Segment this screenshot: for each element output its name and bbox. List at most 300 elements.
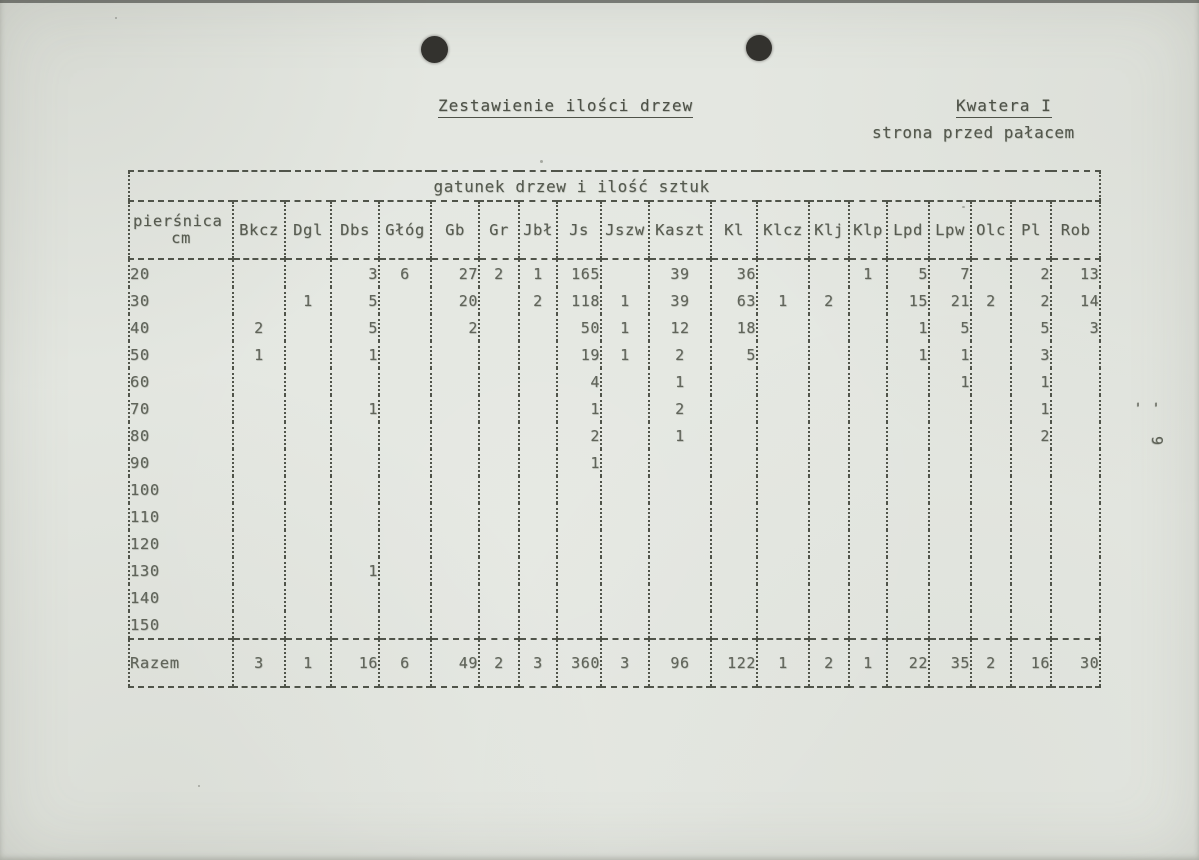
- table-cell: [809, 611, 849, 639]
- table-cell: [971, 314, 1011, 341]
- table-cell: [285, 611, 331, 639]
- table-cell: [757, 259, 809, 287]
- table-cell: [519, 530, 557, 557]
- table-cell: 118: [557, 287, 601, 314]
- table-cell: [887, 557, 929, 584]
- table-cell: [557, 611, 601, 639]
- table-cell: 2: [1011, 287, 1051, 314]
- table-cell: [809, 395, 849, 422]
- table-row: [129, 503, 1100, 530]
- table-cell: [331, 530, 379, 557]
- table-cell: [929, 530, 971, 557]
- table-cell: [601, 530, 649, 557]
- table-cell: [331, 368, 379, 395]
- total-row: [129, 639, 1100, 687]
- column-header: Olc: [971, 201, 1011, 259]
- table-cell: 1: [601, 314, 649, 341]
- table-cell: 5: [929, 314, 971, 341]
- table-row: [129, 584, 1100, 611]
- table-cell: [809, 449, 849, 476]
- table-caption: gatunek drzew i ilość sztuk: [129, 171, 1100, 201]
- row-header-diameter: pierśnica cm: [129, 201, 233, 259]
- table-cell: [971, 530, 1011, 557]
- table-cell: 1: [601, 287, 649, 314]
- table-cell: [479, 503, 519, 530]
- table-row: [129, 476, 1100, 503]
- table-cell: 1: [601, 341, 649, 368]
- table-cell: [887, 395, 929, 422]
- column-header: Klp: [849, 201, 887, 259]
- table-cell: [809, 341, 849, 368]
- table-cell: 16: [1011, 639, 1051, 687]
- column-header: Kaszt: [649, 201, 711, 259]
- table-cell: [1011, 503, 1051, 530]
- table-cell: [1011, 449, 1051, 476]
- table-cell: [649, 449, 711, 476]
- table-cell: [649, 557, 711, 584]
- table-cell: [757, 530, 809, 557]
- table-cell: [849, 314, 887, 341]
- table-cell: [601, 449, 649, 476]
- table-cell: [757, 341, 809, 368]
- table-cell: [711, 584, 757, 611]
- table-cell: [331, 476, 379, 503]
- table-cell: [711, 422, 757, 449]
- table-cell: [379, 368, 431, 395]
- table-cell: [929, 557, 971, 584]
- table-cell: [379, 314, 431, 341]
- table-cell: [519, 557, 557, 584]
- table-cell: 39: [649, 287, 711, 314]
- table-cell: [601, 422, 649, 449]
- row-label: 80: [130, 426, 150, 445]
- column-header: Lpd: [887, 201, 929, 259]
- table-cell: [233, 395, 285, 422]
- table-cell: 1: [849, 259, 887, 287]
- table-cell: [809, 422, 849, 449]
- column-header: Dbs: [331, 201, 379, 259]
- table-cell: [479, 395, 519, 422]
- table-row: [129, 395, 1100, 422]
- table-cell: [887, 584, 929, 611]
- table-cell: [379, 611, 431, 639]
- table-row: [129, 449, 1100, 476]
- table-cell: [479, 422, 519, 449]
- table-cell: [809, 557, 849, 584]
- table-cell: 5: [1011, 314, 1051, 341]
- table-cell: [601, 476, 649, 503]
- table-cell: [757, 611, 809, 639]
- table-cell: 5: [331, 314, 379, 341]
- table-cell: [649, 476, 711, 503]
- paper-speck: [198, 785, 200, 787]
- column-header: Gr: [479, 201, 519, 259]
- table-cell: [1051, 449, 1100, 476]
- table-cell: 2: [479, 639, 519, 687]
- table-cell: [1011, 476, 1051, 503]
- table-cell: [971, 259, 1011, 287]
- table-cell: 1: [285, 639, 331, 687]
- table-row: [129, 341, 1100, 368]
- table-cell: [1051, 395, 1100, 422]
- table-cell: [331, 449, 379, 476]
- table-cell: 21: [929, 287, 971, 314]
- table-cell: [519, 341, 557, 368]
- table-row: [129, 259, 1100, 287]
- table-cell: [479, 314, 519, 341]
- table-cell: [809, 584, 849, 611]
- table-cell: 22: [887, 639, 929, 687]
- table-cell: [233, 368, 285, 395]
- table-cell: 2: [557, 422, 601, 449]
- table-cell: [711, 476, 757, 503]
- table-cell: [1051, 368, 1100, 395]
- table-cell: 2: [649, 395, 711, 422]
- table-cell: [849, 341, 887, 368]
- table-row: [129, 368, 1100, 395]
- table-cell: [971, 395, 1011, 422]
- table-cell: [519, 503, 557, 530]
- table-cell: [711, 557, 757, 584]
- table-cell: [601, 611, 649, 639]
- row-label: 20: [130, 264, 150, 283]
- table-cell: 3: [601, 639, 649, 687]
- table-cell: [479, 557, 519, 584]
- table-cell: [431, 530, 479, 557]
- table-cell: [285, 341, 331, 368]
- column-header: Js: [557, 201, 601, 259]
- table-cell: [971, 449, 1011, 476]
- table-cell: 36: [711, 259, 757, 287]
- table-cell: [849, 422, 887, 449]
- table-cell: 96: [649, 639, 711, 687]
- table-cell: [929, 395, 971, 422]
- paper-speck: [962, 206, 965, 208]
- table-cell: [431, 476, 479, 503]
- table-cell: [929, 449, 971, 476]
- table-cell: [809, 476, 849, 503]
- table-cell: [849, 557, 887, 584]
- table-cell: [479, 341, 519, 368]
- table-cell: 19: [557, 341, 601, 368]
- table-cell: 1: [331, 341, 379, 368]
- table-cell: [849, 503, 887, 530]
- table-cell: [887, 476, 929, 503]
- table-cell: [757, 503, 809, 530]
- table-cell: 2: [971, 287, 1011, 314]
- table-cell: 1: [849, 639, 887, 687]
- table-cell: [887, 368, 929, 395]
- column-header: Klcz: [757, 201, 809, 259]
- table-cell: [285, 476, 331, 503]
- table-cell: [233, 584, 285, 611]
- table-cell: [431, 422, 479, 449]
- table-cell: 1: [557, 395, 601, 422]
- table-cell: [971, 584, 1011, 611]
- table-cell: [431, 557, 479, 584]
- row-label: 130: [130, 561, 160, 580]
- table-cell: [233, 422, 285, 449]
- table-cell: [649, 584, 711, 611]
- table-cell: 3: [519, 639, 557, 687]
- table-cell: [711, 611, 757, 639]
- column-header: Jszw: [601, 201, 649, 259]
- table-cell: 1: [929, 341, 971, 368]
- table-cell: 30: [1051, 639, 1100, 687]
- paper-speck: [115, 17, 117, 19]
- table-cell: 2: [1011, 259, 1051, 287]
- table-cell: [711, 395, 757, 422]
- table-cell: [1051, 530, 1100, 557]
- table-cell: 2: [809, 287, 849, 314]
- table-cell: [887, 611, 929, 639]
- table-cell: 2: [809, 639, 849, 687]
- table-cell: [757, 557, 809, 584]
- table-cell: [479, 584, 519, 611]
- table-cell: [887, 449, 929, 476]
- table-cell: [519, 314, 557, 341]
- table-row: [129, 557, 1100, 584]
- column-header: Głóg: [379, 201, 431, 259]
- table-cell: 1: [1011, 395, 1051, 422]
- table-cell: [971, 557, 1011, 584]
- column-header: Lpw: [929, 201, 971, 259]
- table-cell: [519, 611, 557, 639]
- table-cell: [809, 368, 849, 395]
- table-row: [129, 287, 1100, 314]
- table-cell: [757, 449, 809, 476]
- table-cell: [1051, 476, 1100, 503]
- table-cell: [601, 368, 649, 395]
- table-cell: 7: [929, 259, 971, 287]
- table-cell: 5: [887, 259, 929, 287]
- row-label: 40: [130, 318, 150, 337]
- table-cell: 1: [929, 368, 971, 395]
- table-cell: 1: [757, 639, 809, 687]
- table-cell: [431, 341, 479, 368]
- table-cell: [971, 422, 1011, 449]
- table-cell: 122: [711, 639, 757, 687]
- table-cell: 3: [1051, 314, 1100, 341]
- table-cell: 27: [431, 259, 479, 287]
- table-cell: [757, 422, 809, 449]
- table-cell: 2: [649, 341, 711, 368]
- table-cell: [929, 584, 971, 611]
- page-number-vertical: - 9 -: [1130, 400, 1166, 455]
- table-cell: [233, 557, 285, 584]
- table-cell: 6: [379, 639, 431, 687]
- table-cell: [431, 368, 479, 395]
- table-cell: [379, 341, 431, 368]
- table-cell: [479, 368, 519, 395]
- table-cell: [809, 530, 849, 557]
- table-cell: [285, 584, 331, 611]
- column-header: Dgl: [285, 201, 331, 259]
- table-row: [129, 530, 1100, 557]
- table-cell: 3: [233, 639, 285, 687]
- table-cell: [887, 530, 929, 557]
- table-cell: [1051, 503, 1100, 530]
- table-cell: 12: [649, 314, 711, 341]
- table-cell: [1011, 611, 1051, 639]
- table-cell: 1: [331, 395, 379, 422]
- table-cell: [379, 395, 431, 422]
- table-cell: [601, 259, 649, 287]
- table-cell: 1: [519, 259, 557, 287]
- table-cell: [379, 476, 431, 503]
- punch-hole-right: [746, 35, 772, 61]
- table-cell: [557, 584, 601, 611]
- paper-speck: [540, 160, 543, 163]
- table-cell: [519, 395, 557, 422]
- row-label: 100: [130, 480, 160, 499]
- table-cell: 2: [479, 259, 519, 287]
- table-cell: 2: [431, 314, 479, 341]
- table-cell: [1051, 422, 1100, 449]
- table-cell: 14: [1051, 287, 1100, 314]
- table-cell: [331, 611, 379, 639]
- table-cell: [849, 611, 887, 639]
- table-cell: [479, 476, 519, 503]
- table-cell: [757, 476, 809, 503]
- table-cell: [519, 422, 557, 449]
- table-cell: [479, 287, 519, 314]
- table-row: [129, 314, 1100, 341]
- table-cell: [431, 449, 479, 476]
- table-cell: [285, 503, 331, 530]
- table-cell: 2: [971, 639, 1011, 687]
- table-cell: [711, 530, 757, 557]
- table-cell: 1: [233, 341, 285, 368]
- table-cell: [809, 314, 849, 341]
- table-cell: [1051, 584, 1100, 611]
- table-cell: [757, 368, 809, 395]
- tree-count-table: [128, 170, 1101, 688]
- table-cell: [479, 449, 519, 476]
- table-cell: 63: [711, 287, 757, 314]
- row-label: 120: [130, 534, 160, 553]
- row-label: 60: [130, 372, 150, 391]
- table-cell: 18: [711, 314, 757, 341]
- table-cell: [331, 584, 379, 611]
- document-title: Zestawienie ilości drzew: [438, 96, 693, 118]
- table-cell: [1051, 557, 1100, 584]
- section-subtitle: strona przed pałacem: [872, 123, 1075, 142]
- row-label: 150: [130, 615, 160, 634]
- table-cell: [285, 557, 331, 584]
- table-cell: 1: [331, 557, 379, 584]
- table-cell: [479, 611, 519, 639]
- table-cell: [285, 449, 331, 476]
- table-cell: 3: [331, 259, 379, 287]
- table-cell: [849, 530, 887, 557]
- table-cell: [849, 449, 887, 476]
- table-cell: [649, 530, 711, 557]
- table-cell: 5: [711, 341, 757, 368]
- table-cell: [711, 368, 757, 395]
- table-cell: [431, 584, 479, 611]
- table-cell: [431, 611, 479, 639]
- table-cell: [331, 422, 379, 449]
- table-cell: [233, 503, 285, 530]
- row-label: 90: [130, 453, 150, 472]
- column-header: Kl: [711, 201, 757, 259]
- table-cell: 1: [649, 422, 711, 449]
- table-cell: [849, 368, 887, 395]
- column-header: Rob: [1051, 201, 1100, 259]
- table-cell: [431, 395, 479, 422]
- table-cell: [1051, 611, 1100, 639]
- table-cell: [331, 503, 379, 530]
- table-cell: [601, 503, 649, 530]
- table-cell: [929, 422, 971, 449]
- table-cell: 6: [379, 259, 431, 287]
- table-cell: 1: [887, 341, 929, 368]
- table-cell: [285, 395, 331, 422]
- table-cell: [557, 557, 601, 584]
- table-cell: [519, 584, 557, 611]
- table-cell: [233, 259, 285, 287]
- table-cell: [929, 503, 971, 530]
- table-cell: [519, 476, 557, 503]
- table-cell: [233, 611, 285, 639]
- punch-hole-left: [421, 36, 448, 63]
- table-cell: [601, 557, 649, 584]
- table-cell: [519, 449, 557, 476]
- table-cell: [1011, 530, 1051, 557]
- table-cell: [649, 611, 711, 639]
- table-cell: [233, 476, 285, 503]
- table-cell: [849, 584, 887, 611]
- table-cell: [557, 503, 601, 530]
- table-cell: [285, 259, 331, 287]
- table-cell: 3: [1011, 341, 1051, 368]
- table-cell: 49: [431, 639, 479, 687]
- table-cell: 16: [331, 639, 379, 687]
- table-cell: 2: [519, 287, 557, 314]
- table-cell: 4: [557, 368, 601, 395]
- table-cell: [557, 530, 601, 557]
- table-cell: [233, 287, 285, 314]
- table-cell: [379, 557, 431, 584]
- table-cell: 2: [233, 314, 285, 341]
- table-cell: [379, 422, 431, 449]
- table-cell: [431, 503, 479, 530]
- table-cell: [285, 368, 331, 395]
- table-cell: [757, 395, 809, 422]
- table-cell: [929, 611, 971, 639]
- table-cell: [601, 395, 649, 422]
- table-cell: [711, 503, 757, 530]
- table-cell: 1: [557, 449, 601, 476]
- table-cell: [285, 314, 331, 341]
- section-title: Kwatera I: [956, 96, 1052, 118]
- row-label: 70: [130, 399, 150, 418]
- table-row: [129, 611, 1100, 639]
- row-label: 50: [130, 345, 150, 364]
- table-cell: [379, 449, 431, 476]
- table-row: [129, 422, 1100, 449]
- table-cell: [649, 503, 711, 530]
- table-cell: [711, 449, 757, 476]
- table-cell: [929, 476, 971, 503]
- table-cell: 1: [757, 287, 809, 314]
- column-header: Gb: [431, 201, 479, 259]
- column-header: Bkcz: [233, 201, 285, 259]
- table-cell: [757, 584, 809, 611]
- table-cell: 5: [331, 287, 379, 314]
- table-cell: [887, 503, 929, 530]
